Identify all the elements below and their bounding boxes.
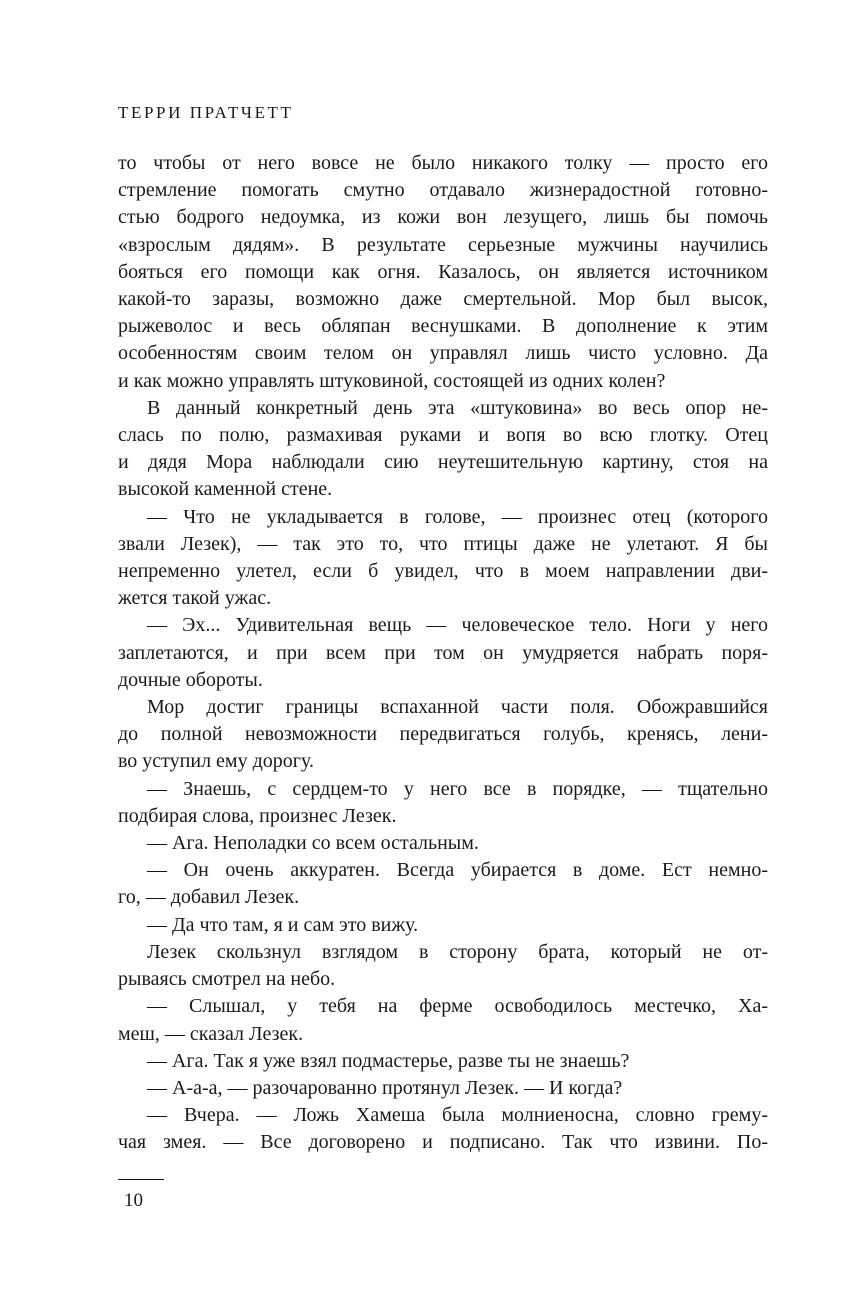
- text-line: — Слышал, у тебя на ферме освободилось местечко, Ха-: [147, 995, 768, 1018]
- text-line: во уступил ему дорогу.: [118, 750, 314, 773]
- text-line: стью бодрого недоумка, из кожи вон лезущего, лишь бы помочь: [118, 206, 768, 229]
- text-line: бояться его помощи как огня. Казалось, он является источником: [118, 260, 768, 283]
- text-line: В данный конкретный день эта «штуковина» во весь опор не-: [147, 396, 768, 419]
- text-line: Мор достиг границы вспаханной части поля. Обожравшийся: [147, 696, 768, 719]
- text-line: «взрослым дядям». В результате серьезные мужчины научились: [118, 233, 768, 256]
- text-line: высокой каменной стене.: [118, 478, 333, 501]
- text-line: до полной невозможности передвигаться голубь, кренясь, лени-: [118, 723, 768, 746]
- text-line: особенностям своим телом он управлял лишь чисто условно. Да: [118, 342, 768, 365]
- text-line: — Вчера. — Ложь Хамеша была молниеносна, словно грему-: [147, 1104, 768, 1127]
- text-line: непременно улетел, если б увидел, что в моем направлении дви-: [118, 560, 768, 583]
- text-line: — Эх... Удивительная вещь — человеческое тело. Ноги у него: [147, 614, 768, 637]
- text-line: рыжеволос и весь обляпан веснушками. В дополнение к этим: [118, 315, 768, 338]
- text-line: меш, — сказал Лезек.: [118, 1022, 304, 1045]
- text-line: — Знаешь, с сердцем-то у него все в порядке, — тщательно: [147, 777, 768, 800]
- text-line: стремление помогать смутно отдавало жизнерадостной готовно-: [118, 179, 768, 202]
- text-line: заплетаются, и при всем при том он умудряется набрать поря-: [118, 641, 768, 664]
- text-line: то чтобы от него вовсе не было никакого толку — просто его: [118, 152, 768, 174]
- text-line: слась по полю, размахивая руками и вопя во всю глотку. Отец: [118, 424, 768, 447]
- text-line: — Ага. Неполадки со всем остальным.: [147, 832, 479, 855]
- text-line: — А-а-а, — разочарованно протянул Лезек. — И когда?: [147, 1076, 623, 1099]
- text-line: подбирая слова, произнес Лезек.: [118, 804, 397, 827]
- text-line: и дядя Мора наблюдали сию неутешительную картину, стоя на: [118, 451, 768, 474]
- text-line: чая змея. — Все договорено и подписано. Так что извини. По-: [118, 1131, 768, 1154]
- text-line: — Что не укладывается в голове, — произнес отец (которого: [147, 505, 768, 528]
- text-line: — Да что там, я и сам это вижу.: [147, 913, 419, 936]
- text-line: Лезек скользнул взглядом в сторону брата, который не от-: [147, 940, 768, 963]
- text-line: — Он очень аккуратен. Всегда убирается в доме. Ест немно-: [147, 859, 768, 882]
- text-line: рываясь смотрел на небо.: [118, 968, 336, 991]
- text-line: жется такой ужас.: [118, 587, 272, 610]
- text-line: дочные обороты.: [118, 668, 263, 691]
- footer-rule: [118, 1179, 164, 1180]
- body-text: [118, 150, 768, 1157]
- text-line: — Ага. Так я уже взял подмастерье, разве ты не знаешь?: [147, 1049, 630, 1072]
- text-line: и как можно управлять штуковиной, состоящей из одних колен?: [118, 369, 666, 392]
- running-head-author: ТЕРРИ ПРАТЧЕТТ: [118, 103, 294, 122]
- text-line: какой-то заразы, возможно даже смертельной. Мор был высок,: [118, 288, 768, 311]
- page-number: 10: [124, 1190, 143, 1211]
- text-line: го, — добавил Лезек.: [118, 886, 300, 909]
- text-line: звали Лезек), — так это то, что птицы даже не улетают. Я бы: [118, 532, 768, 555]
